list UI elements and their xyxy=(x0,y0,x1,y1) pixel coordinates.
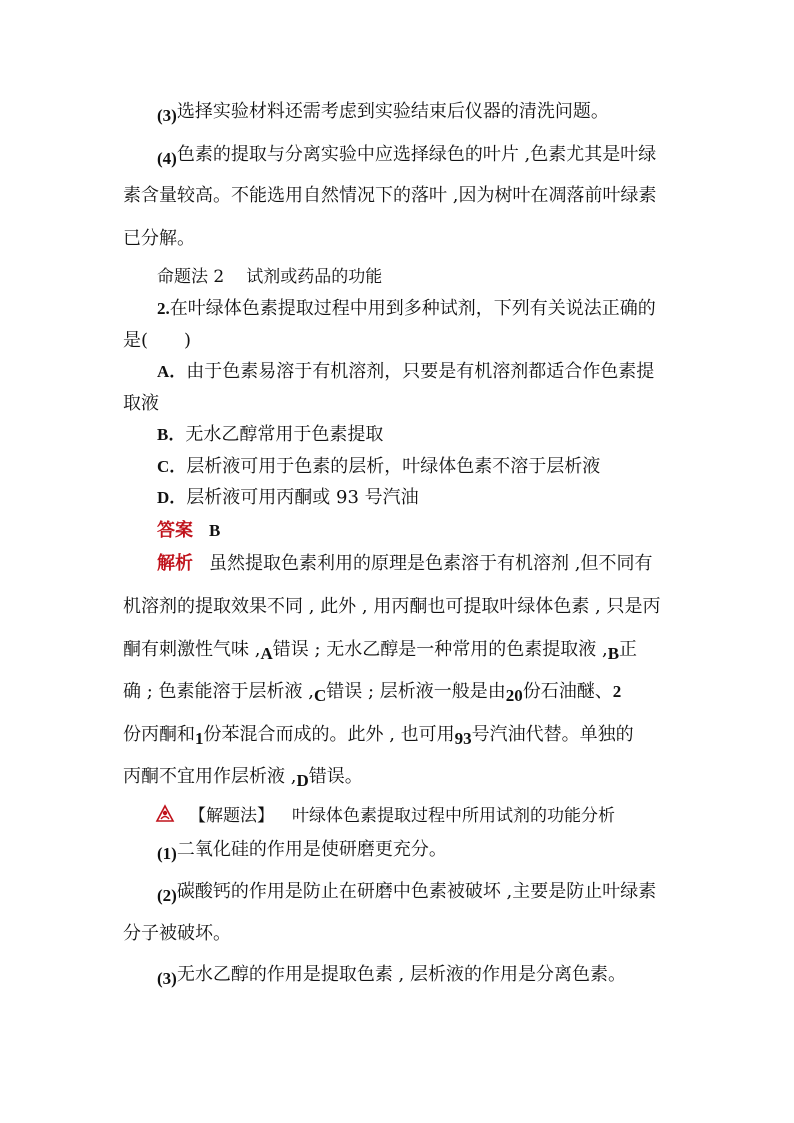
tip-icon xyxy=(155,804,175,824)
tip-item-2 xyxy=(157,880,656,904)
analysis-line-2 xyxy=(123,595,661,619)
analysis-number-93: 93 xyxy=(454,729,472,748)
tip-item-2-number: (2) xyxy=(157,886,177,905)
analysis-text-5e: 号汽油代替。单独的 xyxy=(471,724,634,745)
analysis-text-5a: 份丙酮和 xyxy=(123,724,195,745)
analysis-text-5c: 份苯混合而成的。此外 , 也可用 xyxy=(203,724,455,745)
option-d xyxy=(157,486,419,510)
note-4-line-2 xyxy=(123,184,656,208)
analysis-letter-a: A xyxy=(260,644,273,663)
option-a-cont xyxy=(123,392,159,416)
analysis-letter-d: D xyxy=(296,771,309,790)
tip-item-3-text: 无水乙醇的作用是提取色素 , 层析液的作用是分离色素。 xyxy=(176,964,626,985)
answer-line xyxy=(157,519,220,543)
method-2-heading xyxy=(157,265,382,289)
note-4-line-1 xyxy=(157,143,656,167)
option-b xyxy=(157,423,383,447)
analysis-text-4a: 确 ; 色素能溶于层析液 , xyxy=(123,681,314,702)
question-line-1 xyxy=(157,297,656,321)
analysis-line-6 xyxy=(123,765,363,789)
tip-item-3-number: (3) xyxy=(157,969,177,988)
analysis-text-4e: 份石油醚、 xyxy=(522,681,613,702)
analysis-text-3a: 酮有刺激性气味 , xyxy=(123,639,261,660)
analysis-number-20: 20 xyxy=(505,686,523,705)
tip-icon-graphic xyxy=(155,804,175,824)
option-a-text-2: 取液 xyxy=(123,393,159,414)
question-line-2 xyxy=(123,329,191,353)
analysis-text-4c: 错误 ; 层析液一般是由 xyxy=(326,681,506,702)
analysis-line-1 xyxy=(157,552,652,576)
option-a xyxy=(157,360,654,384)
tip-item-2-cont xyxy=(123,922,231,946)
analysis-text-1: 虽然提取色素利用的原理是色素溶于有机溶剂 ,但不同有 xyxy=(209,553,653,574)
tip-item-2-text-2: 分子被破坏。 xyxy=(123,923,231,944)
note-4-number: (4) xyxy=(157,149,177,168)
answer-value: B xyxy=(209,521,221,540)
note-4-line-3 xyxy=(123,227,195,251)
note-3 xyxy=(157,100,609,124)
answer-label: 答案 xyxy=(157,520,193,541)
tips-label: 【解题法】 xyxy=(189,806,274,826)
tip-item-1-text: 二氧化硅的作用是使研磨更充分。 xyxy=(176,839,447,860)
analysis-letter-b: B xyxy=(607,644,620,663)
tips-title: 叶绿体色素提取过程中所用试剂的功能分析 xyxy=(292,806,615,826)
analysis-letter-c: C xyxy=(313,686,327,705)
tip-item-2-text-1: 碳酸钙的作用是防止在研磨中色素被破坏 ,主要是防止叶绿素 xyxy=(176,881,657,902)
tips-heading xyxy=(155,804,615,828)
analysis-text-6a: 丙酮不宜用作层析液 , xyxy=(123,766,297,787)
option-a-text-1: 由于色素易溶于有机溶剂，只要是有机溶剂都适合作色素提 xyxy=(186,361,655,382)
option-c-letter: C． xyxy=(157,457,187,476)
option-c-text: 层析液可用于色素的层析，叶绿体色素不溶于层析液 xyxy=(186,456,601,477)
note-3-text: 选择实验材料还需考虑到实验结束后仪器的清洗问题。 xyxy=(176,101,609,122)
analysis-label: 解析 xyxy=(157,553,193,574)
question-number: 2. xyxy=(157,299,170,318)
note-4-text-1: 色素的提取与分离实验中应选择绿色的叶片 ,色素尤其是叶绿 xyxy=(176,144,657,165)
note-4-text-2: 素含量较高。不能选用自然情况下的落叶 ,因为树叶在凋落前叶绿素 xyxy=(123,185,657,206)
method-2-title: 试剂或药品的功能 xyxy=(246,267,383,287)
analysis-number-1: 1 xyxy=(195,729,204,748)
option-a-letter: A． xyxy=(157,362,187,381)
option-d-letter: D． xyxy=(157,488,187,507)
option-d-text: 层析液可用丙酮或 93 号汽油 xyxy=(186,487,419,508)
note-3-number: (3) xyxy=(157,106,177,125)
option-b-text: 无水乙醇常用于色素提取 xyxy=(185,424,384,445)
tip-item-1 xyxy=(157,838,447,862)
analysis-number-2: 2 xyxy=(612,682,622,701)
analysis-text-3e: 正 xyxy=(619,639,638,660)
option-c xyxy=(157,455,600,479)
question-stem-2: 是( ) xyxy=(123,330,192,351)
analysis-line-5 xyxy=(123,723,634,747)
analysis-text-2: 机溶剂的提取效果不同 , 此外 , 用丙酮也可提取叶绿体色素 , 只是丙 xyxy=(123,596,661,617)
analysis-line-4 xyxy=(123,680,621,704)
analysis-line-3 xyxy=(123,638,637,662)
analysis-text-6c: 错误。 xyxy=(308,766,363,787)
method-2-label: 命题法 2 xyxy=(157,267,225,287)
note-4-text-3: 已分解。 xyxy=(123,228,195,249)
question-stem-1: 在叶绿体色素提取过程中用到多种试剂，下列有关说法正确的 xyxy=(169,298,656,319)
analysis-text-3c: 错误 ; 无水乙醇是一种常用的色素提取液 , xyxy=(272,639,608,660)
tip-item-1-number: (1) xyxy=(157,844,177,863)
option-b-letter: B． xyxy=(157,425,186,444)
tip-item-3 xyxy=(157,963,626,987)
